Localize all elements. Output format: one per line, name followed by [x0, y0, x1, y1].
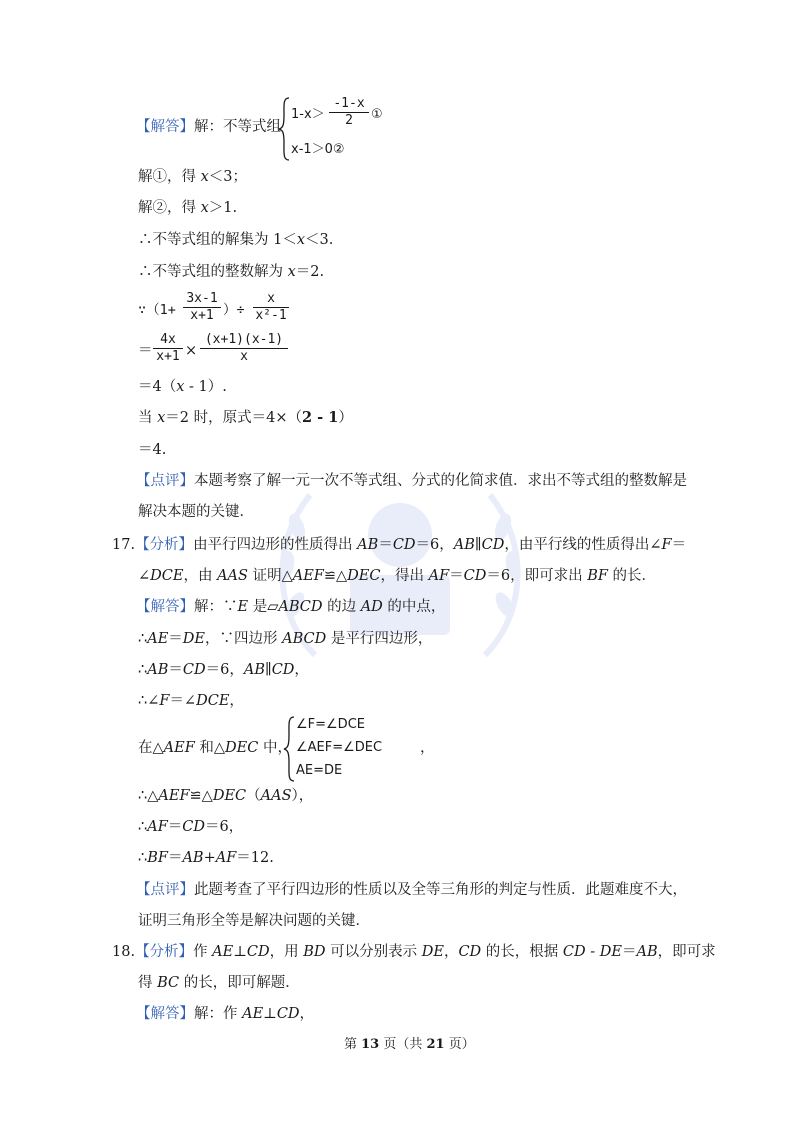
q17-review-line2: 证明三角形全等是解决问题的关键． [138, 913, 370, 929]
q17-solution-line6 [138, 786, 313, 806]
fraction-numerator: 4x [153, 332, 183, 349]
text: 2 - 1 [302, 409, 339, 426]
var: AAS [260, 788, 292, 804]
text: ∠ [138, 568, 151, 584]
var: AEF [163, 740, 195, 756]
var: AE [147, 631, 169, 647]
text: 第 [344, 1037, 362, 1052]
q16-sys1-mark: ① [371, 107, 383, 122]
text: ， [294, 662, 309, 678]
q17-solution-line2 [138, 629, 432, 649]
analysis-tag: 【分析】 [135, 537, 194, 553]
q17-solution-line8 [138, 848, 274, 868]
q18-analysis-line2 [138, 973, 300, 993]
text: ）， [291, 788, 314, 804]
var: AF [428, 568, 450, 584]
text: ∴不等式组的解集为 1＜ [138, 232, 297, 248]
q17-review-line1 [136, 880, 687, 900]
text: ＝2. [295, 264, 325, 280]
fraction-numerator: x [253, 291, 289, 308]
var: DE [182, 631, 206, 647]
var: ABCD [282, 631, 327, 647]
var: CD [271, 662, 295, 678]
q16-review-line2: 解决本题的关键． [138, 504, 254, 520]
answer-tag: 【解答】 [136, 119, 194, 135]
var: AEF [292, 568, 324, 584]
q16-line5 [138, 377, 227, 397]
text: ∥ [474, 537, 482, 553]
text: 的边 [322, 599, 361, 615]
q16-review-line1 [136, 471, 687, 491]
text: ＝∠ [169, 693, 197, 709]
var: AAS [217, 568, 248, 584]
var: DCE [196, 693, 230, 709]
q17-sys-comma: ， [420, 740, 435, 756]
text: ∴ [138, 631, 148, 647]
text: 是▱ [248, 599, 279, 615]
text: 的长． [607, 568, 657, 584]
review-tag: 【点评】 [136, 473, 194, 489]
text: ∥ [264, 662, 272, 678]
text: 的长，根据 [481, 944, 563, 960]
text: 解①，得 [138, 169, 201, 185]
var: F [661, 537, 672, 553]
q17-analysis-line2 [138, 566, 656, 586]
var: AB [453, 537, 475, 553]
var: AB [243, 662, 265, 678]
q16-sys1-left: 1-x＞ [291, 107, 325, 122]
text: 作 [193, 944, 213, 960]
page-number: 13 [361, 1037, 380, 1052]
text: ∴ [138, 662, 148, 678]
text: ⊥ [233, 944, 247, 960]
text: 中， [258, 740, 292, 756]
page-total: 21 [426, 1037, 445, 1052]
q16-line4 [138, 262, 324, 282]
q16-line7: ＝4. [138, 442, 167, 458]
q16-expr2-times: × [185, 343, 198, 359]
var: E [237, 599, 249, 615]
var: AB [357, 537, 379, 553]
var: DCE [150, 568, 184, 584]
text: 解②，得 [138, 200, 201, 216]
q17-solution-line3 [138, 660, 309, 680]
text: 在△ [138, 740, 164, 756]
q16-answer-line [136, 117, 281, 137]
text: ， [229, 693, 244, 709]
var: CD [392, 537, 416, 553]
text: 页（共 [379, 1037, 427, 1052]
var: CD [276, 1006, 300, 1022]
text: ∴ [138, 850, 148, 866]
q16-line3 [138, 230, 333, 250]
text: ＝ [621, 944, 637, 960]
text: 解：作 [194, 1006, 243, 1022]
var: AB [636, 944, 658, 960]
text: ，用 [269, 944, 304, 960]
var: CD [562, 944, 586, 960]
q17-sys-line3: AE=DE [296, 763, 343, 778]
var: CD [463, 568, 487, 584]
text: ＝6， [205, 662, 244, 678]
q16-sys2: x-1＞0② [291, 142, 345, 157]
var: ABCD [278, 599, 323, 615]
text: ＝6， [205, 819, 244, 835]
q17-solution-line5 [138, 738, 292, 758]
review-tag: 【点评】 [136, 882, 194, 898]
text: 本题考察了解一元一次不等式组、分式的化简求值．求出不等式组的整数解是 [194, 473, 687, 489]
text: ＝12. [236, 850, 274, 866]
text: ＝2 时，原式＝4×（ [165, 410, 303, 426]
text: ＝ [671, 537, 687, 553]
text: 的中点， [382, 599, 446, 615]
q16-expr1-mid: ）÷ [223, 302, 245, 318]
text: ＝ [449, 568, 464, 584]
q16-line6 [138, 408, 353, 428]
var: CD [481, 537, 505, 553]
text: ＝ [167, 850, 183, 866]
var: BC [157, 975, 180, 991]
text: 得 [138, 975, 158, 991]
text: ＝6， [415, 537, 454, 553]
fraction-numerator: -1-x [329, 96, 369, 113]
fraction-denominator: x²-1 [255, 308, 287, 323]
var: CD [458, 944, 482, 960]
text: 由平行四边形的性质得出 [193, 537, 358, 553]
text: ， [443, 944, 459, 960]
var: BD [303, 944, 326, 960]
left-brace-icon [283, 716, 295, 782]
q17-solution-line1 [136, 597, 445, 617]
text: ，由 [183, 568, 218, 584]
fraction-numerator: 3x-1 [183, 291, 221, 308]
text: ＝ [168, 662, 183, 678]
var: DEC [225, 740, 259, 756]
text: ⊥ [263, 1006, 277, 1022]
text: ＝ [167, 819, 183, 835]
var: BF [147, 850, 168, 866]
text: ＝4（ [138, 379, 177, 395]
var: AB [147, 662, 169, 678]
text: ，∵四边形 [205, 631, 283, 647]
text: ＝ [378, 537, 393, 553]
var: CD [246, 944, 270, 960]
q16-line2 [138, 198, 237, 218]
fraction-denominator: x [240, 349, 248, 364]
var: CD [182, 662, 206, 678]
text: - [585, 944, 600, 960]
text: （ [246, 788, 261, 804]
text: 是平行四边形， [326, 631, 433, 647]
var: AEF [158, 788, 190, 804]
var: x [200, 169, 209, 185]
q16-expr1-fraction [183, 291, 221, 324]
text: ＜3. [305, 232, 334, 248]
var: DEC [212, 788, 247, 804]
var: x [176, 379, 185, 395]
text: 页） [444, 1037, 475, 1052]
var: DEC [347, 568, 381, 584]
var: AE [212, 944, 234, 960]
var: AB [182, 850, 204, 866]
text: ＝6，即可求出 [486, 568, 588, 584]
text: ＜3； [208, 169, 248, 185]
text: - 1）. [184, 379, 227, 395]
text: ＞1. [208, 200, 238, 216]
question-number: 17. [112, 537, 136, 553]
q18-solution-line1 [136, 1004, 314, 1024]
var: AF [147, 819, 168, 835]
text: ∴∠ [138, 693, 160, 709]
question-number: 18. [112, 944, 136, 960]
text: 当 [138, 410, 158, 426]
var: AD [360, 599, 383, 615]
var: CD [182, 819, 206, 835]
var: x [287, 264, 296, 280]
fraction-numerator: (x+1)(x-1) [200, 332, 288, 349]
text: 解：∵ [194, 599, 238, 615]
var: BF [587, 568, 608, 584]
q17-sys-line1: ∠F=∠DCE [296, 717, 365, 732]
var: AE [242, 1006, 264, 1022]
text: ∴不等式组的整数解为 [138, 264, 288, 280]
text: ≌△ [323, 568, 348, 584]
page-footer [344, 1035, 475, 1055]
text: + [203, 850, 216, 866]
answer-tag: 【解答】 [136, 1006, 194, 1022]
q16-expr2-pre: ＝ [138, 343, 153, 359]
fraction-denominator: x+1 [190, 308, 214, 323]
q16-intro: 解：不等式组 [194, 119, 281, 135]
text: ，得出 [380, 568, 429, 584]
var: DE [599, 944, 622, 960]
text: 的长，即可解题． [179, 975, 300, 991]
text: ， [299, 1006, 315, 1022]
text: ∴△ [138, 788, 159, 804]
text: ，即可求 [657, 944, 716, 960]
q16-expr1-fraction2 [253, 291, 289, 324]
text: ） [338, 410, 353, 426]
q16-line1 [138, 167, 247, 187]
text: 和△ [194, 740, 226, 756]
q16-sys1-fraction [329, 96, 369, 129]
var: x [157, 410, 166, 426]
var: F [159, 693, 170, 709]
q17-solution-line7 [138, 817, 243, 837]
q17-sys-line2: ∠AEF=∠DEC [296, 740, 383, 755]
text: 证明△ [247, 568, 293, 584]
text: ≌△ [189, 788, 213, 804]
text: 此题考查了平行四边形的性质以及全等三角形的判定与性质．此题难度不大， [194, 882, 687, 898]
var: AF [215, 850, 237, 866]
q17-analysis-line1 [112, 535, 686, 555]
fraction-denominator: 2 [345, 113, 353, 128]
text: 可以分别表示 [325, 944, 422, 960]
answer-tag: 【解答】 [136, 599, 194, 615]
text: ＝ [168, 631, 183, 647]
q18-analysis-line1 [112, 942, 716, 962]
q17-solution-line4 [138, 691, 244, 711]
text: ，由平行线的性质得出∠ [504, 537, 662, 553]
q16-expr2-fraction2 [200, 332, 288, 365]
text: ∴ [138, 819, 148, 835]
fraction-denominator: x+1 [156, 349, 180, 364]
var: DE [421, 944, 444, 960]
q16-expr2-fraction [153, 332, 183, 365]
left-brace-icon [278, 97, 290, 161]
q16-expr1-pre: ∵（1+ [138, 302, 176, 318]
var: x [200, 200, 209, 216]
var: x [296, 232, 306, 248]
analysis-tag: 【分析】 [135, 944, 194, 960]
